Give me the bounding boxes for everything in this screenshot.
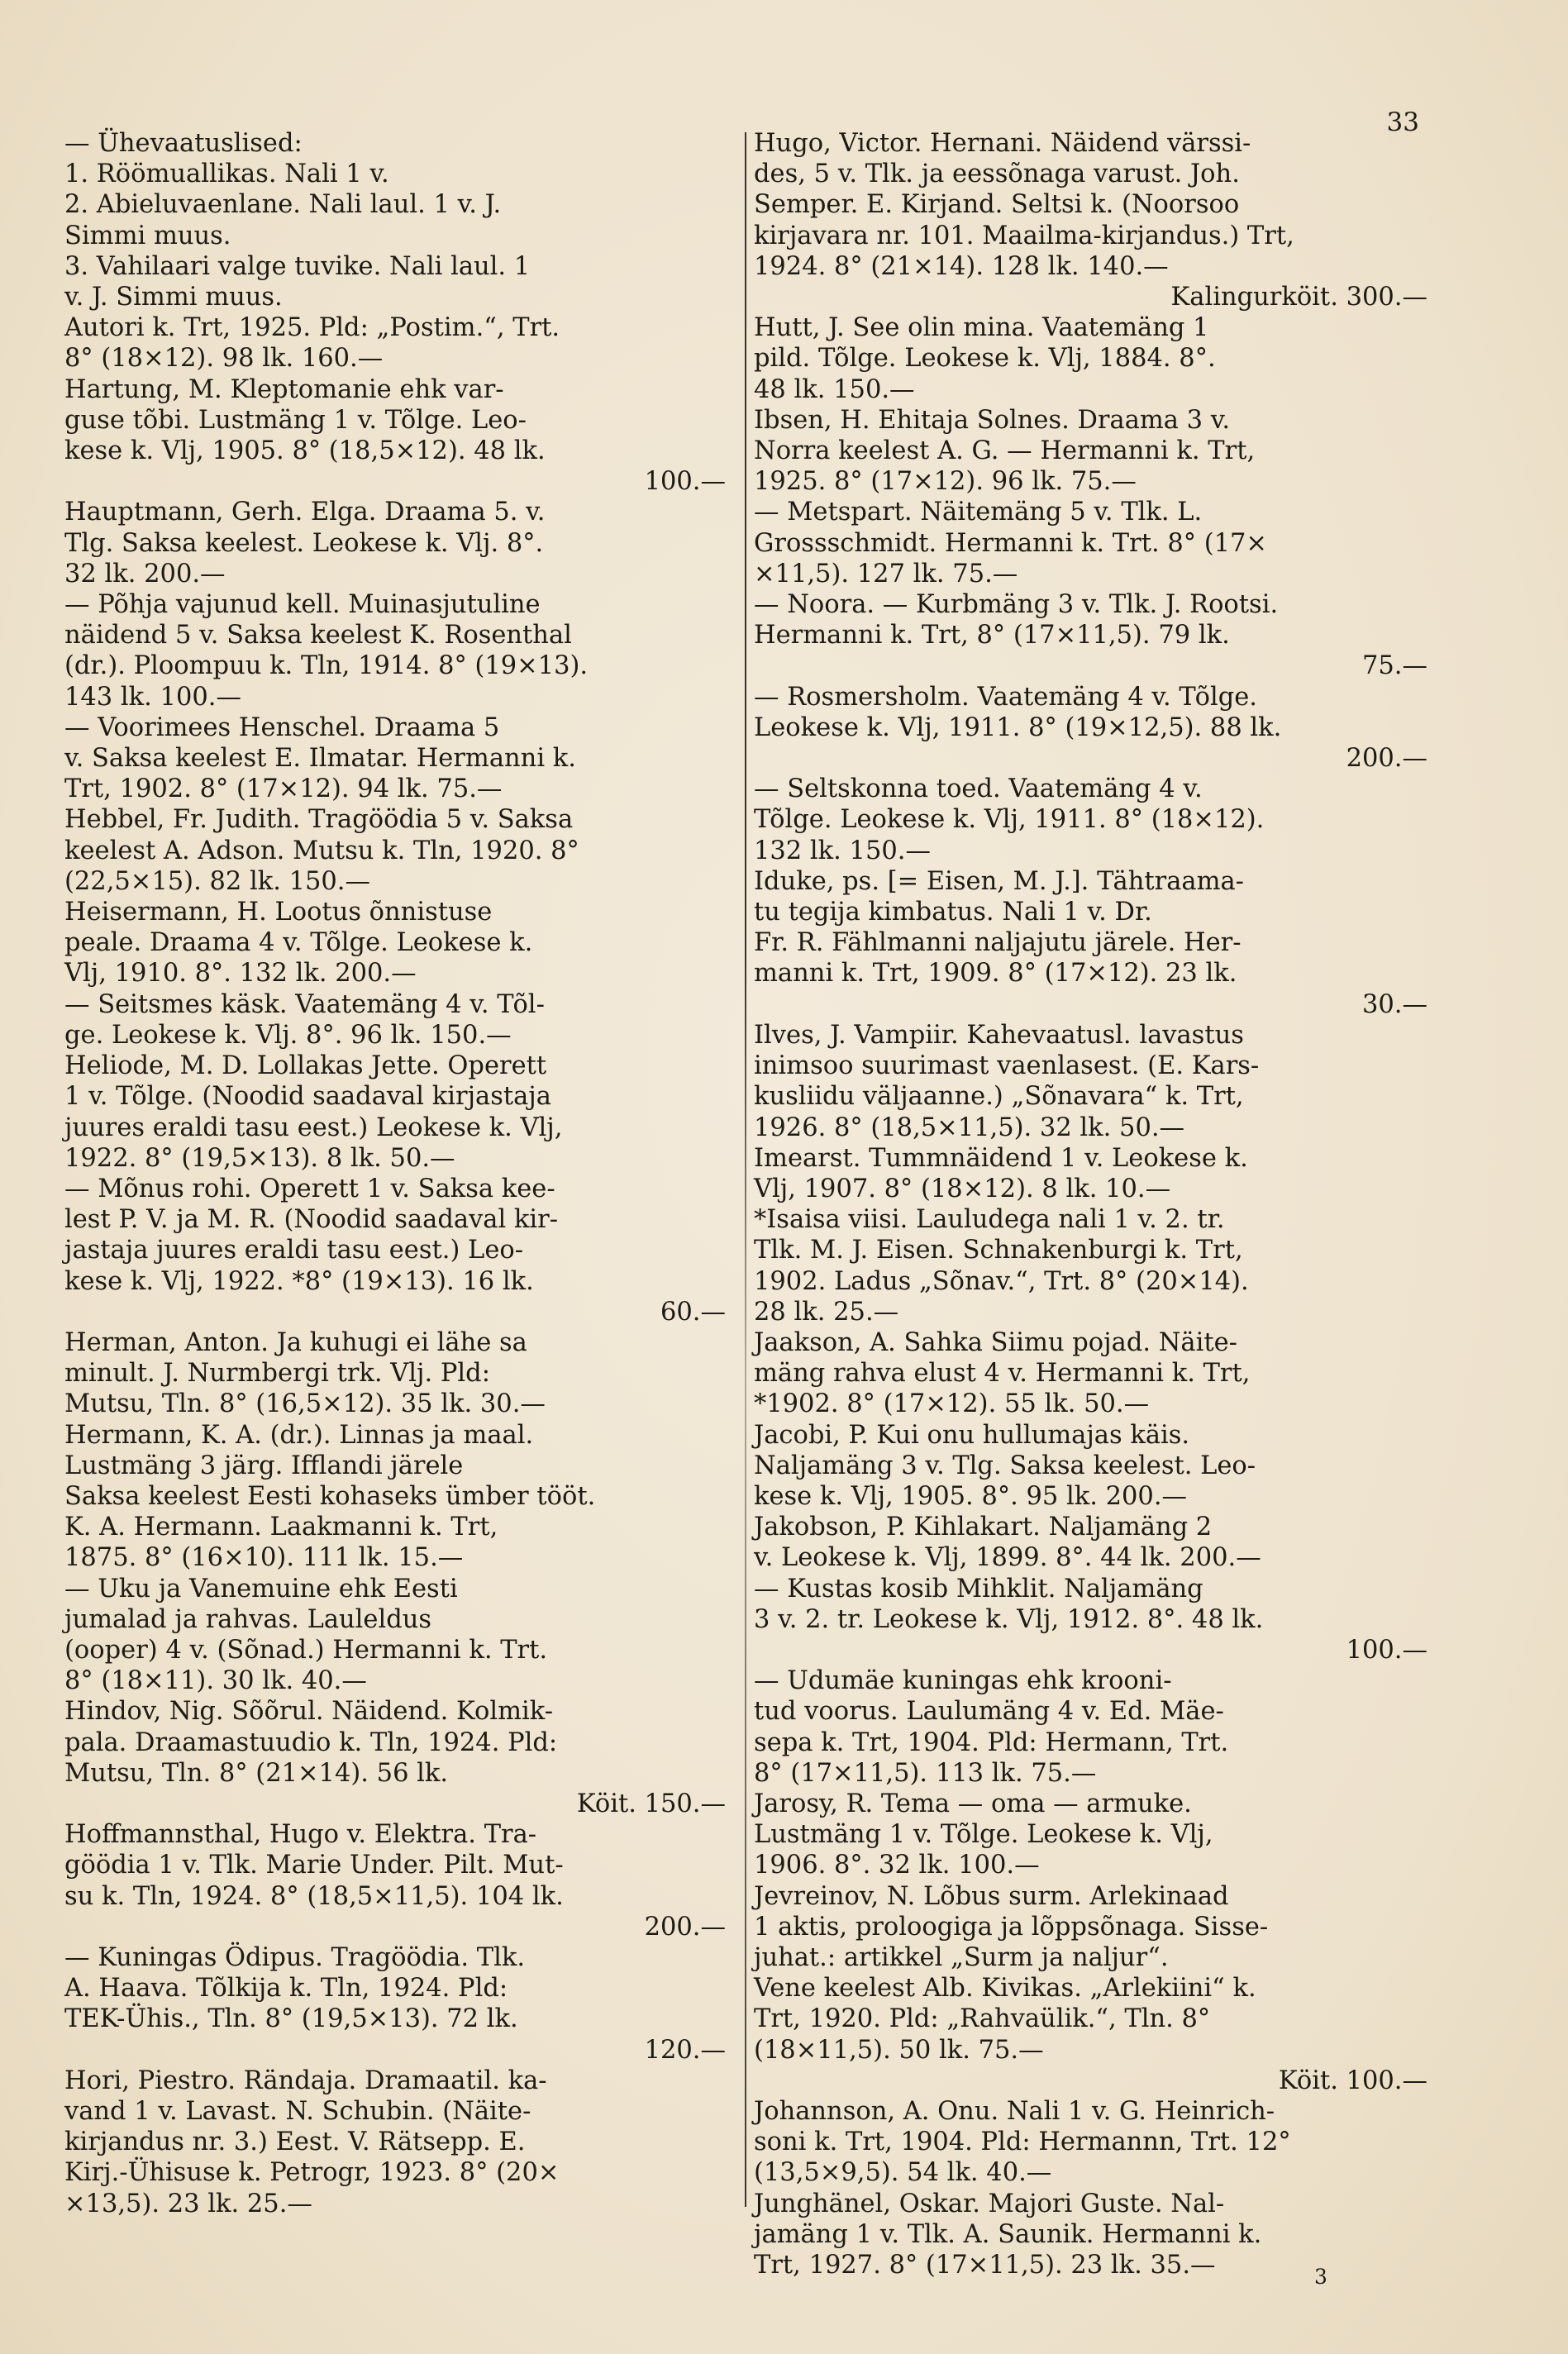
text-line: — Mõnus rohi. Operett 1 v. Saksa kee-: [64, 1174, 555, 1203]
text-line: juhat.: artikkel „Surm ja naljur“.: [754, 1942, 1169, 1972]
text-line: Lustmäng 3 järg. Ifflandi järele: [64, 1451, 464, 1480]
text-line: Vlj, 1907. 8° (18×12). 8 lk. 10.—: [754, 1174, 1171, 1203]
text-line: Tlg. Saksa keelest. Leokese k. Vlj. 8°.: [64, 528, 544, 558]
text-line: 3. Vahilaari valge tuvike. Nali laul. 1: [64, 251, 531, 281]
text-line: Iduke, ps. [= Eisen, M. J.]. Tähtraama-: [754, 866, 1244, 896]
text-line: Ilves, J. Vampiir. Kahevaatusl. lavastus: [754, 1020, 1244, 1050]
catalog-entry: [754, 128, 1427, 2280]
text-line: göödia 1 v. Tlk. Marie Under. Pilt. Mut-: [64, 1851, 564, 1880]
left-column: [64, 128, 726, 2219]
text-line: 30.—: [1361, 989, 1427, 1019]
text-line: jumalad ja rahvas. Lauleldus: [64, 1604, 432, 1634]
text-line: (13,5×9,5). 54 lk. 40.—: [754, 2158, 1052, 2188]
text-line: juures eraldi tasu eest.) Leokese k. Vlj,: [64, 1113, 563, 1142]
text-line: Heliode, M. D. Lollakas Jette. Operett: [64, 1051, 547, 1081]
text-line: — Noora. — Kurbmäng 3 v. Tlk. J. Rootsi.: [754, 590, 1279, 620]
text-line: 1925. 8° (17×12). 96 lk. 75.—: [754, 467, 1137, 497]
text-line: kusliidu väljaanne.) „Sõnavara“ k. Trt,: [754, 1082, 1244, 1112]
right-column: [754, 128, 1427, 2280]
text-line: 2. Abieluvaenlane. Nali laul. 1 v. J.: [64, 190, 502, 220]
text-line: des, 5 v. Tlk. ja eessõnaga varust. Joh.: [754, 160, 1240, 189]
text-line: mäng rahva elust 4 v. Hermanni k. Trt,: [754, 1359, 1251, 1389]
text-line: Simmi muus.: [64, 221, 231, 250]
text-line: Mutsu, Tln. 8° (21×14). 56 lk.: [64, 1758, 449, 1788]
text-line: — Kustas kosib Mihklit. Naljamäng: [754, 1574, 1203, 1603]
text-line: — Udumäe kuningas ehk krooni-: [754, 1666, 1172, 1696]
text-line: Jarosy, R. Tema — oma — armuke.: [754, 1789, 1192, 1818]
text-line: — Ühevaatuslised:: [64, 129, 303, 158]
text-line: Norra keelest A. G. — Hermanni k. Trt,: [754, 436, 1256, 466]
text-line: Hermann, K. A. (dr.). Linnas ja maal.: [64, 1420, 534, 1450]
text-line: Trt, 1927. 8° (17×11,5). 23 lk. 35.—: [754, 2251, 1216, 2280]
text-line: 1924. 8° (21×14). 128 lk. 140.—: [754, 251, 1169, 281]
text-line: Köit. 100.—: [1278, 2066, 1427, 2095]
text-line: su k. Tln, 1924. 8° (18,5×11,5). 104 lk.: [64, 1881, 564, 1911]
text-line: ×11,5). 127 lk. 75.—: [754, 559, 1018, 588]
text-line: Saksa keelest Eesti kohaseks ümber tööt.: [64, 1481, 596, 1511]
text-line: 1 v. Tõlge. (Noodid saadaval kirjastaja: [64, 1082, 551, 1112]
signature-mark: 3: [1314, 2265, 1327, 2289]
text-line: Vlj, 1910. 8°. 132 lk. 200.—: [64, 959, 417, 989]
text-line: *1902. 8° (17×12). 55 lk. 50.—: [754, 1389, 1150, 1419]
text-line: 143 lk. 100.—: [64, 682, 241, 712]
text-line: 1. Röömuallikas. Nali 1 v.: [64, 160, 389, 189]
text-line: Fr. R. Fählmanni naljajutu järele. Her-: [754, 928, 1242, 958]
text-line: — Põhja vajunud kell. Muinasjutuline: [64, 590, 541, 620]
text-line: Trt, 1902. 8° (17×12). 94 lk. 75.—: [64, 774, 503, 804]
text-line: Lustmäng 1 v. Tõlge. Leokese k. Vlj,: [754, 1820, 1213, 1850]
text-line: Hermanni k. Trt, 8° (17×11,5). 79 lk.: [754, 621, 1230, 650]
text-line: sepa k. Trt, 1904. Pld: Hermann, Trt.: [754, 1727, 1229, 1757]
text-line: 120.—: [644, 2035, 726, 2065]
text-line: tu tegija kimbatus. Nali 1 v. Dr.: [754, 898, 1152, 927]
text-line: Köit. 150.—: [576, 1789, 726, 1818]
text-line: Hori, Piestro. Rändaja. Dramaatil. ka-: [64, 2066, 547, 2095]
text-line: — Uku ja Vanemuine ehk Eesti: [64, 1574, 458, 1603]
text-line: Herman, Anton. Ja kuhugi ei lähe sa: [64, 1327, 527, 1357]
text-line: 8° (18×12). 98 lk. 160.—: [64, 344, 384, 374]
text-line: Jevreinov, N. Lõbus surm. Arlekinaad: [754, 1881, 1229, 1911]
text-line: manni k. Trt, 1909. 8° (17×12). 23 lk.: [754, 959, 1237, 989]
text-line: (22,5×15). 82 lk. 150.—: [64, 866, 371, 896]
text-line: Grossschmidt. Hermanni k. Trt. 8° (17×: [754, 528, 1267, 558]
text-line: Ibsen, H. Ehitaja Solnes. Draama 3 v.: [754, 405, 1231, 435]
text-line: Semper. E. Kirjand. Seltsi k. (Noorsoo: [754, 190, 1240, 220]
text-line: Hindov, Nig. Sõõrul. Näidend. Kolmik-: [64, 1697, 553, 1727]
text-line: lest P. V. ja M. R. (Noodid saadaval kir-: [64, 1205, 559, 1235]
text-line: 200.—: [644, 1912, 726, 1942]
text-line: — Metspart. Näitemäng 5 v. Tlk. L.: [754, 498, 1203, 527]
text-line: Hoffmannsthal, Hugo v. Elektra. Tra-: [64, 1820, 537, 1850]
text-line: kese k. Vlj, 1922. *8° (19×13). 16 lk.: [64, 1266, 534, 1296]
text-line: *Isaisa viisi. Lauludega nali 1 v. 2. tr.: [754, 1205, 1225, 1235]
text-line: tud voorus. Laulumäng 4 v. Ed. Mäe-: [754, 1697, 1224, 1727]
text-line: v. J. Simmi muus.: [64, 283, 283, 312]
text-line: 1906. 8°. 32 lk. 100.—: [754, 1851, 1040, 1880]
text-line: 1 aktis, proloogiga ja lõppsõnaga. Sisse-: [754, 1912, 1269, 1942]
text-line: Jacobi, P. Kui onu hullumajas käis.: [754, 1420, 1190, 1450]
text-line: jamäng 1 v. Tlk. A. Saunik. Hermanni k.: [754, 2219, 1262, 2249]
text-line: TEK-Ühis., Tln. 8° (19,5×13). 72 lk.: [64, 2004, 518, 2034]
text-line: ge. Leokese k. Vlj. 8°. 96 lk. 150.—: [64, 1020, 512, 1050]
text-line: Mutsu, Tln. 8° (16,5×12). 35 lk. 30.—: [64, 1389, 546, 1419]
text-line: Kirj.-Ühisuse k. Petrogr, 1923. 8° (20×: [64, 2158, 560, 2188]
text-line: ×13,5). 23 lk. 25.—: [64, 2189, 312, 2218]
text-line: A. Haava. Tõlkija k. Tln, 1924. Pld:: [64, 1974, 508, 2004]
text-line: Vene keelest Alb. Kivikas. „Arlekiini“ k.: [754, 1974, 1256, 2004]
text-line: Tlk. M. J. Eisen. Schnakenburgi k. Trt,: [754, 1236, 1243, 1265]
text-line: Hebbel, Fr. Judith. Tragöödia 5 v. Saksa: [64, 805, 574, 835]
text-line: guse tõbi. Lustmäng 1 v. Tõlge. Leo-: [64, 405, 527, 435]
text-line: (dr.). Ploompuu k. Tln, 1914. 8° (19×13).: [64, 651, 589, 681]
text-line: 1922. 8° (19,5×13). 8 lk. 50.—: [64, 1143, 455, 1173]
text-line: 1875. 8° (16×10). 111 lk. 15.—: [64, 1543, 464, 1573]
text-line: jastaja juures eraldi tasu eest.) Leo-: [64, 1236, 524, 1265]
text-line: Hutt, J. See olin mina. Vaatemäng 1: [754, 313, 1209, 343]
text-line: 100.—: [644, 467, 726, 497]
text-line: Leokese k. Vlj, 1911. 8° (19×12,5). 88 lk.: [754, 712, 1282, 742]
text-line: — Rosmersholm. Vaatemäng 4 v. Tõlge.: [754, 682, 1257, 712]
text-line: kirjavara nr. 101. Maailma-kirjandus.) Trt,: [754, 221, 1294, 250]
text-line: kirjandus nr. 3.) Eest. V. Rätsepp. E.: [64, 2128, 526, 2157]
text-line: 48 lk. 150.—: [754, 374, 915, 404]
text-line: vand 1 v. Lavast. N. Schubin. (Näite-: [64, 2097, 531, 2126]
text-line: v. Saksa keelest E. Ilmatar. Hermanni k.: [64, 744, 576, 774]
text-line: 1926. 8° (18,5×11,5). 32 lk. 50.—: [754, 1113, 1185, 1142]
text-line: Trt, 1920. Pld: „Rahvaülik.“, Tln. 8°: [754, 2004, 1211, 2034]
text-line: pala. Draamastuudio k. Tln, 1924. Pld:: [64, 1727, 558, 1757]
text-line: Hartung, M. Kleptomanie ehk var-: [64, 374, 504, 404]
column-divider: [745, 132, 746, 2207]
text-line: inimsoo suurimast vaenlasest. (E. Kars-: [754, 1051, 1260, 1081]
text-line: 1902. Ladus „Sõnav.“, Trt. 8° (20×14).: [754, 1266, 1249, 1296]
text-line: — Voorimees Henschel. Draama 5: [64, 712, 500, 742]
text-line: 8° (17×11,5). 113 lk. 75.—: [754, 1758, 1097, 1788]
text-line: soni k. Trt, 1904. Pld: Hermannn, Trt. 12°: [754, 2128, 1291, 2157]
text-line: Imearst. Tummnäidend 1 v. Leokese k.: [754, 1143, 1248, 1173]
text-line: — Kuningas Ödipus. Tragöödia. Tlk.: [64, 1942, 526, 1972]
text-line: Autori k. Trt, 1925. Pld: „Postim.“, Trt.: [64, 313, 560, 343]
text-line: Jakobson, P. Kihlakart. Naljamäng 2: [754, 1513, 1213, 1542]
text-line: keelest A. Adson. Mutsu k. Tln, 1920. 8°: [64, 836, 579, 865]
text-line: 60.—: [660, 1297, 726, 1327]
text-line: 200.—: [1346, 744, 1427, 774]
text-line: Johannson, A. Onu. Nali 1 v. G. Heinrich-: [754, 2097, 1275, 2126]
text-line: Heisermann, H. Lootus õnnistuse: [64, 898, 493, 927]
text-line: — Seltskonna toed. Vaatemäng 4 v.: [754, 774, 1203, 804]
text-line: 100.—: [1346, 1635, 1427, 1665]
text-line: (ooper) 4 v. (Sõnad.) Hermanni k. Trt.: [64, 1635, 548, 1665]
text-line: Hugo, Victor. Hernani. Näidend värssi-: [754, 129, 1251, 158]
text-line: K. A. Hermann. Laakmanni k. Trt,: [64, 1513, 498, 1542]
text-line: (18×11,5). 50 lk. 75.—: [754, 2035, 1044, 2065]
text-line: v. Leokese k. Vlj, 1899. 8°. 44 lk. 200.—: [754, 1543, 1261, 1573]
text-line: — Seitsmes käsk. Vaatemäng 4 v. Tõl-: [64, 989, 545, 1019]
text-line: 8° (18×11). 30 lk. 40.—: [64, 1666, 367, 1696]
text-line: pild. Tõlge. Leokese k. Vlj, 1884. 8°.: [754, 344, 1216, 374]
text-line: 132 lk. 150.—: [754, 836, 931, 865]
text-line: peale. Draama 4 v. Tõlge. Leokese k.: [64, 928, 533, 958]
text-line: Jaakson, A. Sahka Siimu pojad. Näite-: [754, 1327, 1237, 1357]
text-line: Naljamäng 3 v. Tlg. Saksa keelest. Leo-: [754, 1451, 1256, 1480]
text-line: Tõlge. Leokese k. Vlj, 1911. 8° (18×12).: [754, 805, 1265, 835]
text-line: minult. J. Nurmbergi trk. Vlj. Pld:: [64, 1359, 490, 1389]
text-line: 28 lk. 25.—: [754, 1297, 899, 1327]
text-line: Junghänel, Oskar. Majori Guste. Nal-: [754, 2189, 1225, 2218]
catalog-entry: [64, 128, 726, 2219]
text-line: kese k. Vlj, 1905. 8° (18,5×12). 48 lk.: [64, 436, 546, 466]
text-line: Kalingurköit. 300.—: [1170, 283, 1427, 312]
text-line: 3 v. 2. tr. Leokese k. Vlj, 1912. 8°. 48 lk.: [754, 1604, 1264, 1634]
page-number: 33: [1386, 107, 1419, 137]
text-line: 32 lk. 200.—: [64, 559, 226, 588]
text-line: Hauptmann, Gerh. Elga. Draama 5. v.: [64, 498, 546, 527]
text-line: näidend 5 v. Saksa keelest K. Rosenthal: [64, 621, 572, 650]
text-line: kese k. Vlj, 1905. 8°. 95 lk. 200.—: [754, 1481, 1188, 1511]
text-line: 75.—: [1361, 651, 1427, 681]
